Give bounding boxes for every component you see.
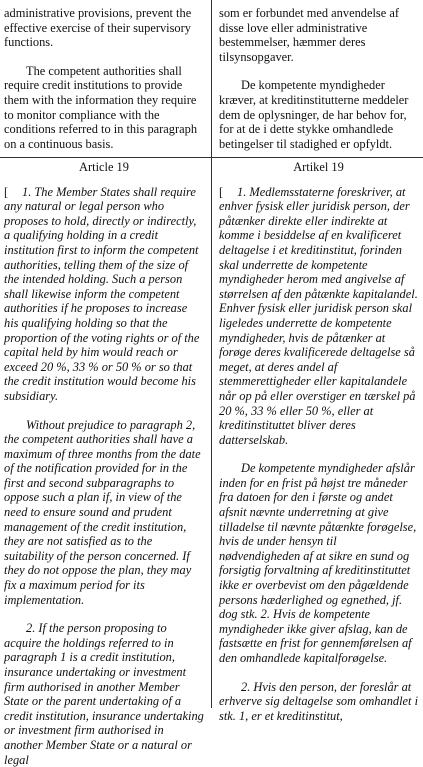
top-danish-paragraph-2: De kompetente myndigheder kræver, at kreditinstitutterne meddeler dem de oplysninger, de har behov for, for at de i dette stykke omhandlede betingelser til stadighed er opfyldt. bbox=[219, 78, 409, 151]
section-divider bbox=[0, 157, 423, 158]
amendment-bracket: [ bbox=[4, 184, 9, 199]
top-english-paragraph-1: administrative provisions, prevent the effective exercise of their supervisory functions. bbox=[4, 6, 192, 50]
article-english-paragraph-1-text: 1. The Member States shall require any natural or legal person who proposes to hold, directly or indirectly, a qualifying holding in a credit institution first to inform the competent authorities, telling them of the size of the intended holding. Such a person shall likewise inform the competent authorities if he proposes to increase his qualifying holding so that the proportion of the voting rights or of the capital held by him would reach or exceed 20 %, 33 % or 50 % or so that the credit institution would become his subsidiary. bbox=[4, 184, 200, 403]
article-english-title: Article 19 bbox=[79, 160, 129, 174]
article-danish-paragraph-2: De kompetente myndigheder afslår inden for en frist på højst tre måneder fra datoen for den i første og andet afsnit nævnte underretning at give tilladelse til nævnte påtænkte forøgelse, hvis de under hensyn til nødvendigheden af at sikre en sund og forsigtig forvaltning af kreditinstituttet ikke er overbevist om den pågældende persons hæderlighed og egnethed, jf. dog stk. 2. Hvis de kompetente myndigheder ikke giver afslag, kan de fastsætte en frist for gennemførelsen af den omhandlede kapitalforøgelse. bbox=[219, 461, 417, 665]
top-english-column bbox=[4, 6, 204, 151]
article-danish-paragraph-3: 2. Hvis den person, der foreslår at erhverve sig deltagelse som omhandlet i stk. 1, er et kreditinstitut, bbox=[219, 679, 419, 723]
article-danish-title: Artikel 19 bbox=[293, 160, 344, 174]
top-danish-column bbox=[219, 6, 418, 151]
article-english-paragraph-2: Without prejudice to paragraph 2, the competent authorities shall have a maximum of three months from the date of the notification provided for in the first and second subparagraphs to oppose such a plan if, in view of the need to ensure sound and prudent management of the credit institution, they are not satisfied as to the suitability of the person concerned. If they do not oppose the plan, they may fix a maximum period for its implementation. bbox=[4, 417, 201, 607]
top-danish-paragraph-1: som er forbundet med anvendelse af disse love eller administrative bestemmelser, hæmmer deres tilsynsopgaver. bbox=[219, 6, 399, 64]
article-danish-column bbox=[219, 160, 418, 723]
article-english-paragraph-3: 2. If the person proposing to acquire the holdings referred to in paragraph 1 is a credit institution, insurance undertaking or investment firm authorised in another Member State or the parent undertaking of a credit institution, insurance undertaking or investment firm authorised in another Member State or a natural or legal bbox=[4, 621, 204, 767]
article-danish-paragraph-1 bbox=[219, 185, 418, 448]
top-english-paragraph-2: The competent authorities shall require credit institutions to provide them with the information they require to monitor compliance with the conditions referred to in this paragraph on a continuous basis. bbox=[4, 63, 198, 151]
article-english-paragraph-1 bbox=[4, 185, 204, 404]
article-english-column bbox=[4, 160, 204, 767]
amendment-bracket: [ bbox=[219, 184, 224, 199]
column-divider bbox=[211, 0, 212, 708]
article-danish-paragraph-1-text: 1. Medlemsstaterne foreskriver, at enhver fysisk eller juridisk person, der påtænker direkte eller indirekte at komme i besiddelse af en kvalificeret deltagelse i et kreditinstitut, forinden skal underrette de kompetente myndigheder herom med angivelse af størrelsen af den påtænkte kapitalandel. Enhver fysisk eller juridisk person skal ligeledes underrette de kompetente myndigheder, hvis de påtænker at forøge deres kvalificerede deltagelse så meget, at deres andel af stemmerettigheder eller kapitalandele når op på eller overstiger en tærskel på 20 %, 33 % eller 50 %, eller at kreditinstituttet bliver deres datterselskab. bbox=[219, 184, 418, 447]
